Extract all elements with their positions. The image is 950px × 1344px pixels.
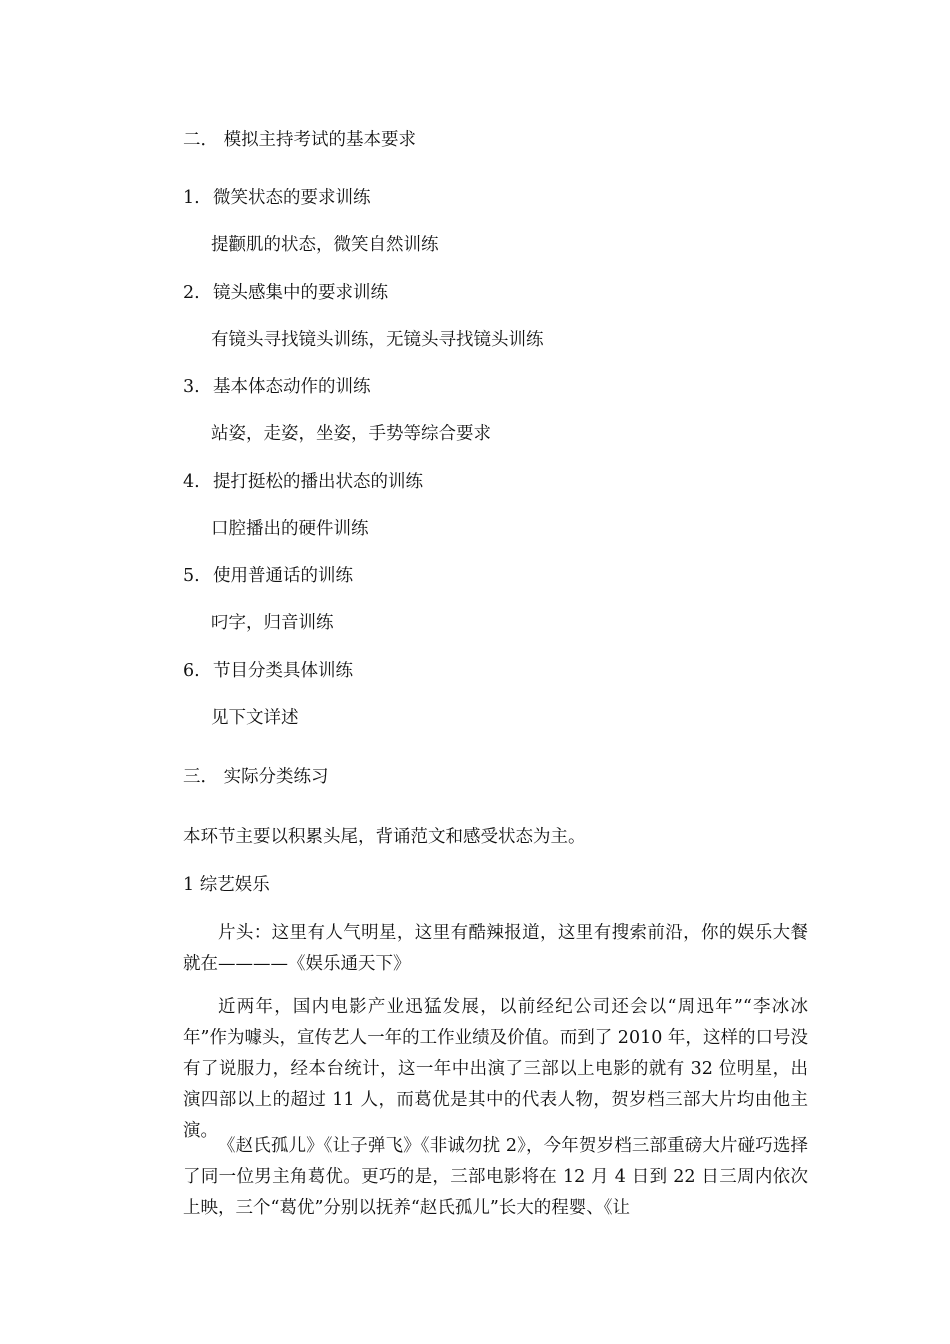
paragraph-1: 片头：这里有人气明星，这里有酷辣报道，这里有搜索前沿，你的娱乐大餐就在————《娱乐通天下》 bbox=[183, 923, 808, 974]
section-heading-2: 二． 模拟主持考试的基本要求 bbox=[183, 130, 417, 150]
list-item-title: 使用普通话的训练 bbox=[213, 566, 353, 586]
list-item-detail-2: 有镜头寻找镜头训练，无镜头寻找镜头训练 bbox=[211, 330, 544, 350]
list-item-4 bbox=[183, 470, 423, 494]
subsection-heading: 1 综艺娱乐 bbox=[183, 875, 270, 895]
paragraph-3: 《赵氏孤儿》《让子弹飞》《非诚勿扰 2》，今年贺岁档三部重磅大片碰巧选择了同一位男主角葛优。更巧的是，三部电影将在 12 月 4 日到 22 日三周内依次上映，三个“葛优”分别以抚养“赵氏孤儿”长大的程婴、《让 bbox=[183, 1136, 808, 1218]
list-item-5 bbox=[183, 564, 353, 588]
list-item-detail-6: 见下文详述 bbox=[211, 708, 299, 728]
section-intro: 本环节主要以积累头尾，背诵范文和感受状态为主。 bbox=[183, 827, 586, 847]
list-item-2 bbox=[183, 281, 388, 305]
list-item-number: 2. bbox=[183, 283, 200, 303]
list-item-detail-5: 叼字，归音训练 bbox=[211, 613, 334, 633]
paragraph-2: 近两年，国内电影产业迅猛发展，以前经纪公司还会以“周迅年”“李冰冰年”作为噱头，宣传艺人一年的工作业绩及价值。而到了 2010 年，这样的口号没有了说服力，经本台统计，这一年中出演了三部以上电影的就有 32 位明星，出演四部以上的超过 11 人，而葛优是其中的代表人物，贺岁档三部大片均由他主演。 bbox=[183, 997, 808, 1141]
list-item-number: 4. bbox=[183, 472, 200, 492]
list-item-6 bbox=[183, 659, 353, 683]
list-item-title: 微笑状态的要求训练 bbox=[213, 188, 371, 208]
list-item-detail-1: 提颧肌的状态，微笑自然训练 bbox=[211, 235, 439, 255]
list-item-detail-4: 口腔播出的硬件训练 bbox=[211, 519, 369, 539]
list-item-1 bbox=[183, 186, 371, 210]
list-item-detail-3: 站姿，走姿，坐姿，手势等综合要求 bbox=[211, 424, 491, 444]
list-item-number: 6. bbox=[183, 661, 200, 681]
list-item-number: 5. bbox=[183, 566, 200, 586]
list-item-number: 1. bbox=[183, 188, 200, 208]
list-item-title: 基本体态动作的训练 bbox=[213, 377, 371, 397]
list-item-title: 镜头感集中的要求训练 bbox=[213, 283, 388, 303]
section-heading-3: 三． 实际分类练习 bbox=[183, 767, 329, 787]
list-item-3 bbox=[183, 375, 371, 399]
list-item-title: 提打挺松的播出状态的训练 bbox=[213, 472, 423, 492]
list-item-title: 节目分类具体训练 bbox=[213, 661, 353, 681]
list-item-number: 3. bbox=[183, 377, 200, 397]
